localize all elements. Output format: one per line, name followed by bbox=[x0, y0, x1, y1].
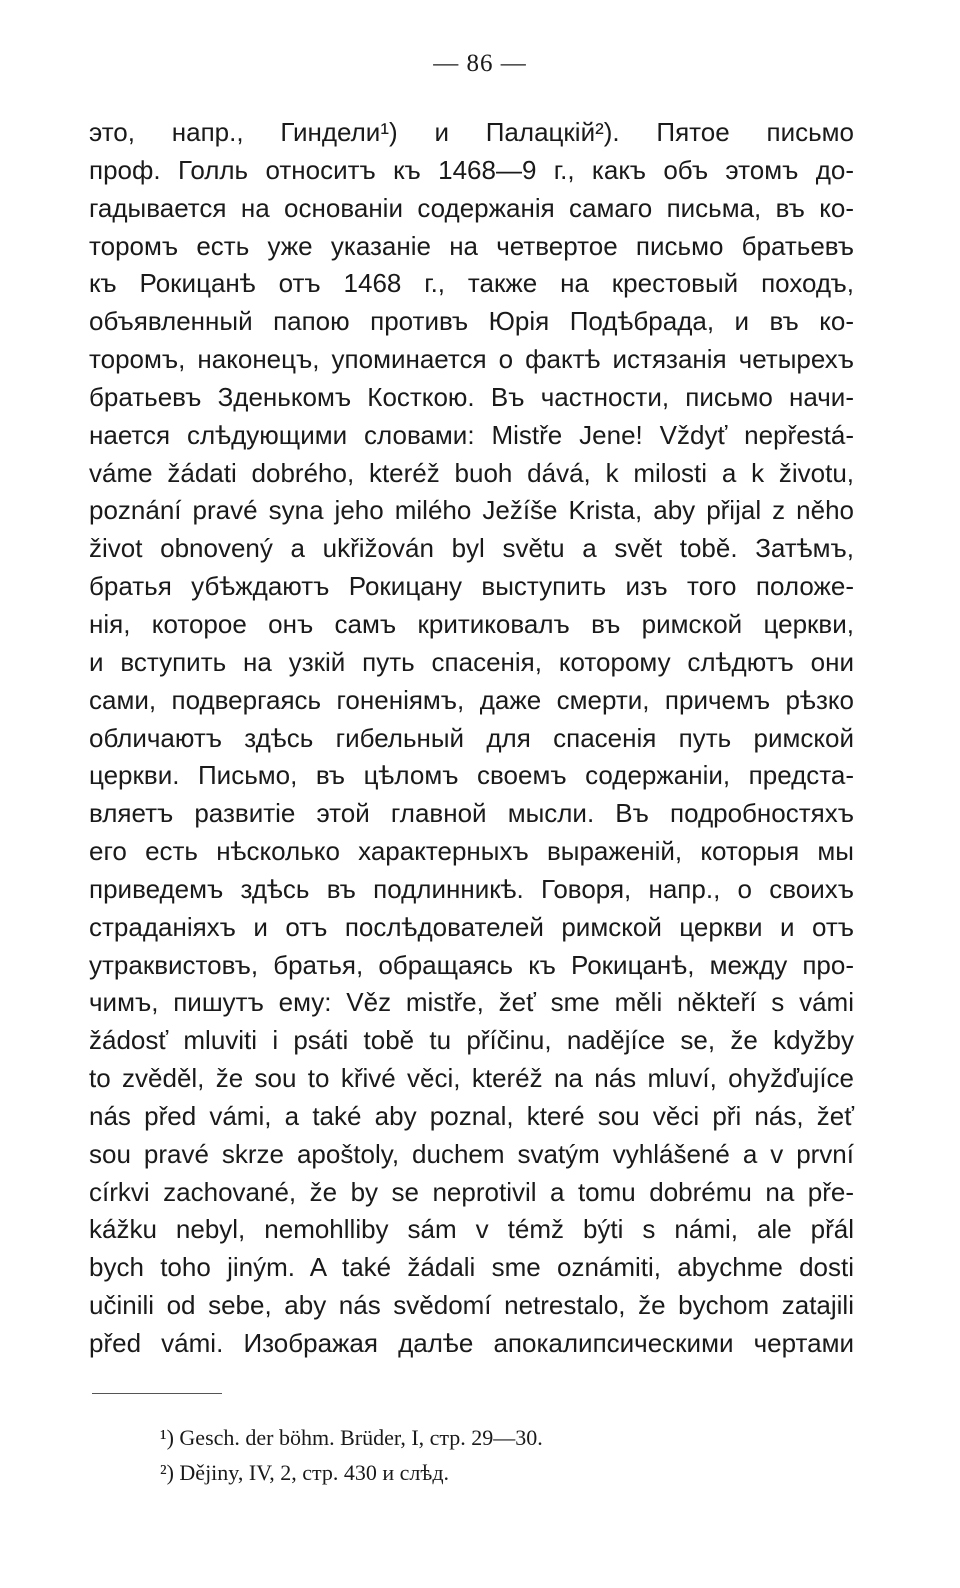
text-line: církvi zachované, že by se neprotivil a tomu dobrému na pře- bbox=[89, 1176, 854, 1207]
text-line: гадывается на основаніи содержанія самаго письма, въ ко- bbox=[89, 192, 854, 223]
text-line: váme žádati dobrého, kteréž buoh dává, k milosti a k životu, bbox=[89, 457, 854, 488]
text-line: sou pravé skrze apoštoly, duchem svatým vyhlášené a v první bbox=[89, 1138, 854, 1169]
text-line: нается слѣдующими словами: Mistře Jene! Vždyť nepřestá- bbox=[89, 419, 854, 450]
text-line: nás před vámi, a také aby poznal, které sou věci při nás, žeť bbox=[89, 1100, 854, 1131]
text-line: před vámi. Изображая далѣе апокалипсическими чертами bbox=[89, 1328, 854, 1358]
text-line: приведемъ здѣсь въ подлинникѣ. Говоря, напр., о своихъ bbox=[89, 873, 854, 904]
text-line: сами, подвергаясь гоненіямъ, даже смерти, причемъ рѣзко bbox=[89, 684, 854, 715]
text-line: život obnovený a ukřižován byl světu a svět tobě. Затѣмъ, bbox=[89, 533, 854, 564]
text-line: to zvěděl, že sou to křivé věci, kteréž na nás mluví, ohyžďujíce bbox=[89, 1063, 854, 1094]
text-line: къ Рокицанѣ отъ 1468 г., также на крестовый походъ, bbox=[89, 268, 854, 299]
text-line: проф. Голль относитъ къ 1468—9 г., какъ объ этомъ до- bbox=[89, 154, 854, 185]
body-text bbox=[89, 114, 854, 1363]
footnote-separator bbox=[92, 1393, 222, 1394]
text-line: чимъ, пишутъ ему: Věz mistře, žeť sme měli někteří s vámi bbox=[89, 987, 854, 1018]
text-line: церкви. Письмо, въ цѣломъ своемъ содержаніи, предста- bbox=[89, 760, 854, 791]
text-line: торомъ, наконецъ, упоминается о фактѣ истязанія четырехъ bbox=[89, 344, 854, 375]
text-line: это, напр., Гиндели¹) и Палацкій²). Пятое письмо bbox=[89, 117, 854, 147]
text-line: вляетъ развитіе этой главной мысли. Въ подробностяхъ bbox=[89, 798, 854, 829]
footnote: ²) Dějiny, IV, 2, стр. 430 и слѣд. bbox=[160, 1460, 450, 1485]
text-line: братья убѣждаютъ Рокицану выступить изъ того положе- bbox=[89, 571, 854, 602]
text-line: poznání pravé syna jeho milého Ježíše Krista, aby přijal z něho bbox=[89, 495, 854, 526]
text-line: братьевъ Зденькомъ Косткою. Въ частности, письмо начи- bbox=[89, 381, 854, 412]
text-line: торомъ есть уже указаніе на четвертое письмо братьевъ bbox=[89, 230, 854, 261]
text-line: kážku nebyl, nemohlliby sám v témž býti s námi, ale přál bbox=[89, 1214, 854, 1245]
text-line: нія, которое онъ самъ критиковалъ въ римской церкви, bbox=[89, 608, 854, 639]
text-line: его есть нѣсколько характерныхъ выраженій, которыя мы bbox=[89, 836, 854, 867]
footnotes bbox=[160, 1420, 760, 1490]
text-line: объявленный папою противъ Юрія Подѣбрада, и въ ко- bbox=[89, 306, 854, 337]
page-number: — 86 — bbox=[433, 50, 527, 77]
text-line: žádosť mluviti i psáti tobě tu příčinu, nadějíce se, že kdyžby bbox=[89, 1025, 854, 1056]
text-line: утраквистовъ, братья, обращаясь къ Рокицанѣ, между про- bbox=[89, 949, 854, 980]
footnote: ¹) Gesch. der böhm. Brüder, I, стр. 29—30. bbox=[160, 1425, 543, 1450]
text-line: učinili od sebe, aby nás svědomí netrestalo, že bychom zatajili bbox=[89, 1290, 854, 1321]
text-line: и вступить на узкій путь спасенія, которому слѣдютъ они bbox=[89, 646, 854, 677]
text-line: обличаютъ здѣсь гибельный для спасенія путь римской bbox=[89, 722, 854, 753]
text-line: страданіяхъ и отъ послѣдователей римской церкви и отъ bbox=[89, 911, 854, 942]
text-line: bych toho jiným. A také žádali sme oznámiti, abychme dosti bbox=[89, 1252, 854, 1283]
